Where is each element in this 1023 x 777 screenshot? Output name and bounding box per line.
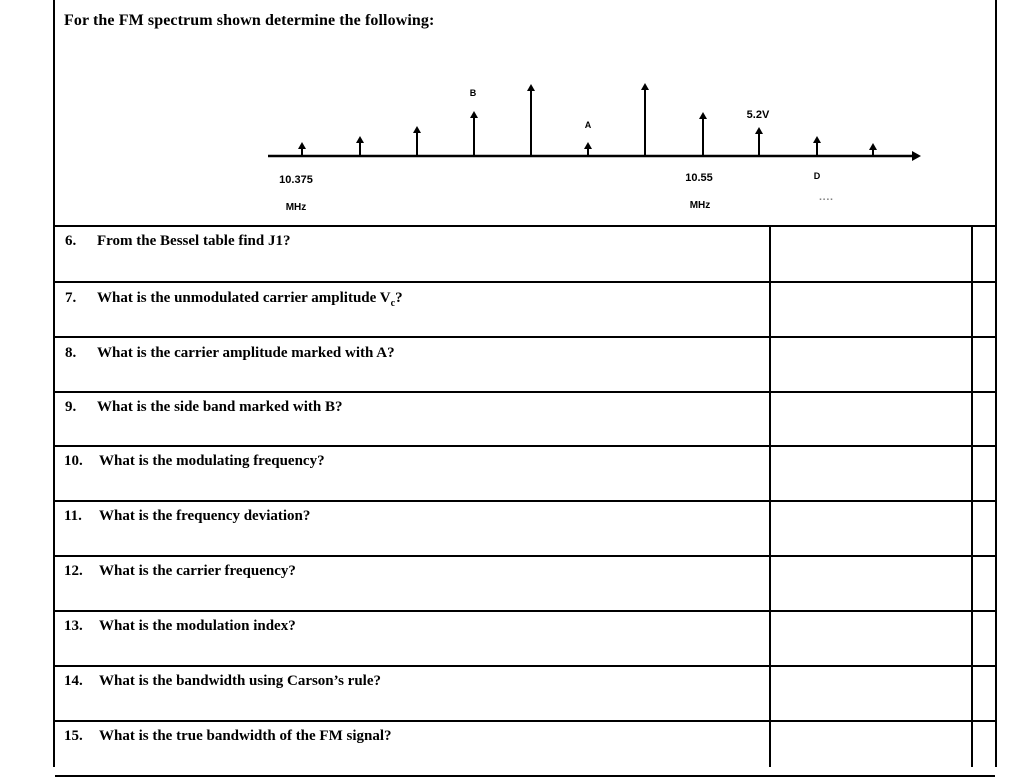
spectral-line-voltage <box>755 127 763 156</box>
spectral-line <box>813 136 821 156</box>
extra-cell <box>974 556 995 610</box>
question-text-main: What is the carrier amplitude marked with A? <box>97 345 395 361</box>
question-text <box>99 563 296 580</box>
table-row <box>55 227 769 281</box>
question-number: 10. <box>64 453 83 469</box>
answer-cell[interactable] <box>771 446 971 500</box>
answer-cell[interactable] <box>771 556 971 610</box>
question-text <box>99 453 325 470</box>
extra-cell <box>974 611 995 665</box>
question-prompt: For the FM spectrum shown determine the following: <box>64 12 435 29</box>
question-number: 13. <box>64 618 83 634</box>
label-b: B <box>469 88 477 98</box>
question-number: 7. <box>65 290 77 306</box>
answer-column-right-border <box>971 227 973 767</box>
spectral-line <box>869 143 877 156</box>
label-d-dash: - - - - <box>819 197 833 203</box>
question-subscript: c <box>390 298 396 309</box>
spectral-line <box>356 136 364 156</box>
label-left-frequency: 10.375 <box>279 174 313 186</box>
table-row <box>55 391 769 445</box>
question-text <box>97 233 290 250</box>
question-text-main: What is the side band marked with B? <box>97 399 343 415</box>
question-text <box>99 618 296 635</box>
question-text-main: What is the modulation index? <box>99 618 296 634</box>
question-text-main: What is the bandwidth using Carson’s rule? <box>99 673 382 689</box>
question-number: 15. <box>64 728 83 744</box>
question-text-main: What is the unmodulated carrier amplitude V <box>97 290 391 306</box>
question-number: 14. <box>64 673 83 689</box>
answer-cell[interactable] <box>771 227 971 281</box>
extra-cell <box>974 501 995 555</box>
question-text-main: What is the true bandwidth of the FM signal? <box>99 728 392 744</box>
question-text-main: What is the frequency deviation? <box>99 508 311 524</box>
question-number: 9. <box>65 399 77 415</box>
label-right-frequency: 10.55 <box>685 172 713 184</box>
table-row <box>55 666 769 720</box>
question-text-main: From the Bessel table find J1? <box>97 233 291 249</box>
question-number: 12. <box>64 563 83 579</box>
table-row <box>55 446 769 500</box>
question-text <box>97 399 342 416</box>
fm-spectrum-diagram <box>0 0 1023 230</box>
question-text-main: What is the carrier frequency? <box>99 563 296 579</box>
label-d: D <box>813 171 821 181</box>
extra-cell <box>974 446 995 500</box>
answer-cell[interactable] <box>771 282 971 336</box>
label-voltage: 5.2V <box>746 109 770 121</box>
answer-cell[interactable] <box>771 337 971 391</box>
spectral-line-a <box>584 142 592 156</box>
extra-cell <box>974 337 995 391</box>
table-row-divider <box>55 775 995 777</box>
label-right-unit: MHz <box>689 200 711 211</box>
question-text <box>99 508 310 525</box>
question-number: 6. <box>65 233 77 249</box>
spectral-line <box>527 84 535 156</box>
table-row <box>55 611 769 665</box>
question-text <box>97 345 395 362</box>
answer-cell[interactable] <box>771 391 971 445</box>
answer-cell[interactable] <box>771 611 971 665</box>
answer-cell[interactable] <box>771 501 971 555</box>
question-text <box>99 728 392 745</box>
question-suffix: ? <box>395 290 403 306</box>
answer-cell[interactable] <box>771 666 971 720</box>
question-number: 8. <box>65 345 77 361</box>
question-text-main: What is the modulating frequency? <box>99 453 325 469</box>
spectral-line <box>298 142 306 156</box>
label-left-unit: MHz <box>285 202 307 213</box>
question-text <box>99 673 381 690</box>
question-text <box>97 290 403 309</box>
table-row <box>55 282 769 336</box>
axis-arrow-icon <box>912 151 921 161</box>
table-row <box>55 501 769 555</box>
table-row <box>55 556 769 610</box>
spectral-line-b <box>470 111 478 156</box>
question-number: 11. <box>64 508 82 524</box>
extra-cell <box>974 282 995 336</box>
spectral-line <box>699 112 707 156</box>
extra-cell <box>974 227 995 281</box>
spectral-line <box>413 126 421 156</box>
extra-cell <box>974 391 995 445</box>
extra-cell <box>974 666 995 720</box>
spectral-line <box>641 83 649 156</box>
label-a: A <box>584 120 592 130</box>
table-row <box>55 337 769 391</box>
